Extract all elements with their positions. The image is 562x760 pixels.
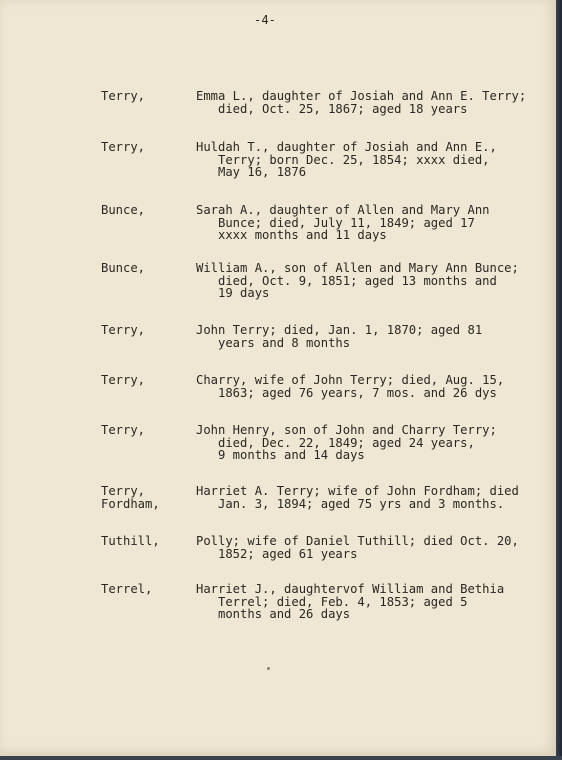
entry-line: died, Oct. 25, 1867; aged 18 years bbox=[196, 101, 468, 116]
entry-line: Harriet J., daughtervof William and Bethia bbox=[196, 582, 505, 596]
entry-description bbox=[196, 583, 504, 621]
entry-line: years and 8 months bbox=[196, 335, 351, 350]
entry-description bbox=[196, 535, 519, 560]
entry-line: Jan. 3, 1894; aged 75 yrs and 3 months. bbox=[196, 496, 505, 511]
bottom-edge bbox=[0, 756, 562, 760]
entry-description bbox=[196, 204, 490, 242]
entry-surname: Terrel, bbox=[101, 582, 153, 596]
entry-surname: Terry, bbox=[101, 140, 146, 154]
entry-description bbox=[196, 374, 504, 399]
entry-line: Harriet A. Terry; wife of John Fordham; died bbox=[196, 484, 519, 498]
entry-line: William A., son of Allen and Mary Ann Bunce; bbox=[196, 261, 519, 275]
entry-line: Sarah A., daughter of Allen and Mary Ann bbox=[196, 203, 490, 217]
entry-description bbox=[196, 262, 519, 300]
entry-line: John Henry, son of John and Charry Terry; bbox=[196, 423, 497, 437]
entry-description bbox=[196, 324, 482, 349]
entry-description bbox=[196, 90, 526, 115]
entry-line: Huldah T., daughter of Josiah and Ann E., bbox=[196, 140, 497, 154]
entry-surname: Terry, bbox=[101, 89, 146, 103]
entry-line: Terry; born Dec. 25, 1854; xxxx died, bbox=[196, 152, 490, 167]
entry-surname: Terry, bbox=[101, 373, 146, 387]
entry-surname: Bunce, bbox=[101, 203, 146, 217]
binding-edge bbox=[556, 0, 562, 760]
entry-line: Emma L., daughter of Josiah and Ann E. Terry; bbox=[196, 89, 527, 103]
entry-line: 1863; aged 76 years, 7 mos. and 26 dys bbox=[196, 385, 497, 400]
entry-line: May 16, 1876 bbox=[196, 165, 307, 179]
entry-line: months and 26 days bbox=[196, 607, 351, 621]
entry-line: 19 days bbox=[196, 286, 270, 300]
entry-description bbox=[196, 485, 519, 510]
entry-line: Polly; wife of Daniel Tuthill; died Oct. 20, bbox=[196, 534, 519, 548]
entry-surname: Tuthill, bbox=[101, 534, 160, 548]
entry-line: xxxx months and 11 days bbox=[196, 228, 387, 242]
ink-speck bbox=[267, 667, 270, 670]
entry-line: Charry, wife of John Terry; died, Aug. 15, bbox=[196, 373, 505, 387]
entry-line: John Terry; died, Jan. 1, 1870; aged 81 bbox=[196, 323, 483, 337]
entry-description bbox=[196, 424, 497, 462]
entry-line: Bunce; died, July 11, 1849; aged 17 bbox=[196, 215, 475, 230]
entry-surname: Terry, Fordham, bbox=[101, 484, 160, 511]
entry-line: Terrel; died, Feb. 4, 1853; aged 5 bbox=[196, 594, 468, 609]
page-number: -4- bbox=[254, 13, 277, 27]
entry-surname: Bunce, bbox=[101, 261, 146, 275]
entry-description bbox=[196, 141, 497, 179]
entry-line: died, Oct. 9, 1851; aged 13 months and bbox=[196, 273, 497, 288]
entry-line: 1852; aged 61 years bbox=[196, 546, 358, 561]
entry-surname: Terry, bbox=[101, 423, 146, 437]
entry-line: 9 months and 14 days bbox=[196, 448, 365, 462]
entry-line: died, Dec. 22, 1849; aged 24 years, bbox=[196, 435, 475, 450]
entry-surname: Terry, bbox=[101, 323, 146, 337]
